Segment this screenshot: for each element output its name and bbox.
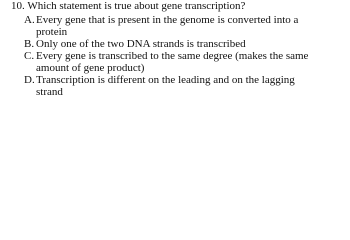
answer-option-d[interactable] — [24, 74, 344, 98]
option-letter: B. — [24, 38, 35, 50]
option-letter: A. — [24, 14, 35, 26]
option-text-line: Every gene that is present in the genome is converted into a — [36, 14, 299, 26]
option-letter: D. — [24, 74, 35, 86]
option-text-line: Every gene is transcribed to the same degree (makes the same — [36, 50, 309, 62]
option-text-line: protein — [36, 26, 68, 38]
answer-options — [24, 14, 344, 98]
question-number: 10. — [11, 0, 25, 12]
answer-option-c[interactable] — [24, 50, 344, 74]
option-letter: C. — [24, 50, 35, 62]
answer-option-b[interactable] — [24, 38, 344, 50]
answer-option-a[interactable] — [24, 14, 344, 38]
option-text-line: Transcription is different on the leading and on the lagging — [36, 74, 295, 86]
option-text-line: strand — [36, 86, 63, 98]
option-text-line: amount of gene product) — [36, 62, 145, 74]
question-text: Which statement is true about gene transcription? — [27, 0, 246, 12]
option-text-line: Only one of the two DNA strands is transcribed — [36, 38, 246, 50]
question-stem — [11, 0, 245, 13]
